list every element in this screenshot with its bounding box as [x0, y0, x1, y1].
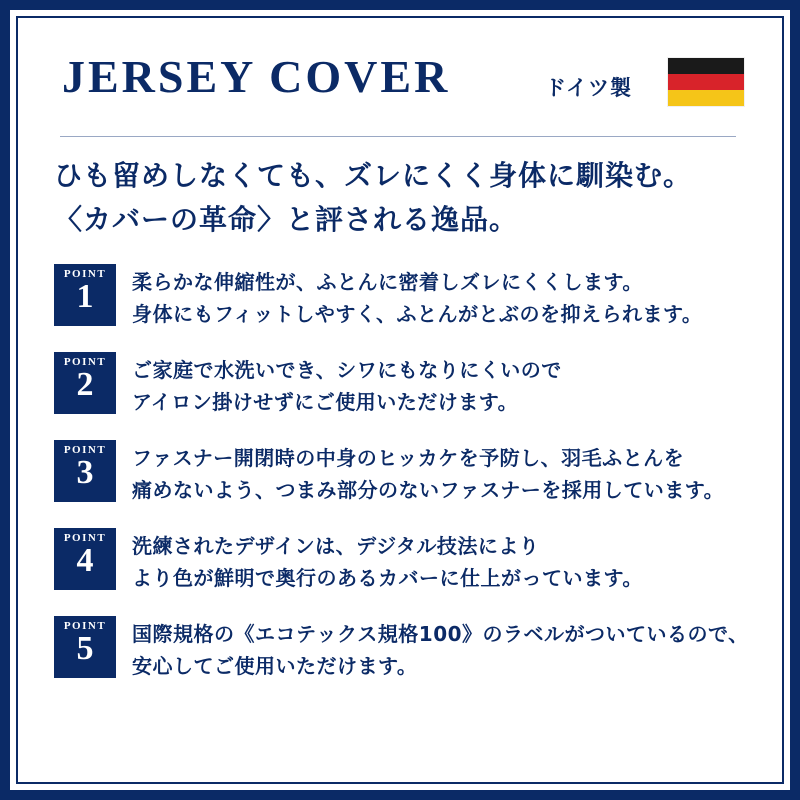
point-badge-number: 2 — [76, 366, 94, 403]
point-badge-1 — [54, 264, 116, 326]
point-text-line: 国際規格の《エコテックス規格100》のラベルがついているので、 — [132, 622, 749, 646]
point-text-3 — [132, 440, 724, 506]
point-item-5 — [54, 616, 754, 682]
point-text-line: 安心してご使用いただけます。 — [132, 654, 418, 678]
point-badge-number: 3 — [76, 454, 94, 491]
point-text-5 — [132, 616, 749, 682]
poster-header — [40, 36, 756, 128]
point-badge-label: POINT — [63, 620, 107, 632]
point-text-4 — [132, 528, 643, 594]
point-text-line: 痛めないよう、つまみ部分のないファスナーを採用しています。 — [132, 478, 725, 502]
point-text-line: 身体にもフィットしやすく、ふとんがとぶのを抑えられます。 — [132, 302, 703, 326]
point-badge-label: POINT — [63, 268, 107, 280]
lead-copy — [54, 154, 744, 242]
point-item-1 — [54, 264, 754, 330]
point-badge-label: POINT — [63, 532, 107, 544]
point-badge-2 — [54, 352, 116, 414]
page-title: JERSEY COVER — [62, 51, 451, 102]
point-badge-5 — [54, 616, 116, 678]
point-text-line: 洗練されたデザインは、デジタル技法により — [132, 534, 540, 558]
german-flag-icon — [668, 58, 744, 106]
header-divider — [60, 136, 736, 137]
points-list — [54, 264, 754, 704]
point-item-4 — [54, 528, 754, 594]
point-text-line: ファスナー開閉時の中身のヒッカケを予防し、羽毛ふとんを — [132, 446, 685, 470]
point-text-line: アイロン掛けせずにご使用いただけます。 — [132, 390, 519, 414]
point-text-2 — [132, 352, 562, 418]
point-text-line: 柔らかな伸縮性が、ふとんに密着しズレにくくします。 — [132, 270, 643, 294]
point-text-line: ご家庭で水洗いでき、シワにもなりにくいので — [132, 358, 562, 382]
poster-content — [40, 36, 756, 752]
point-item-3 — [54, 440, 754, 506]
lead-line-1: ひも留めしなくても、ズレにくく身体に馴染む。 — [54, 159, 693, 192]
point-badge-3 — [54, 440, 116, 502]
point-badge-label: POINT — [63, 356, 107, 368]
lead-line-2: 〈カバーの革命〉と評される逸品。 — [54, 203, 519, 236]
point-badge-number: 4 — [76, 542, 94, 579]
point-text-1 — [132, 264, 702, 330]
point-badge-4 — [54, 528, 116, 590]
point-badge-number: 1 — [76, 278, 94, 315]
point-item-2 — [54, 352, 754, 418]
point-badge-number: 5 — [76, 630, 94, 667]
made-in-label: ドイツ製 — [545, 76, 632, 100]
point-badge-label: POINT — [63, 444, 107, 456]
point-text-line: より色が鮮明で奥行のあるカバーに仕上がっています。 — [132, 566, 643, 590]
